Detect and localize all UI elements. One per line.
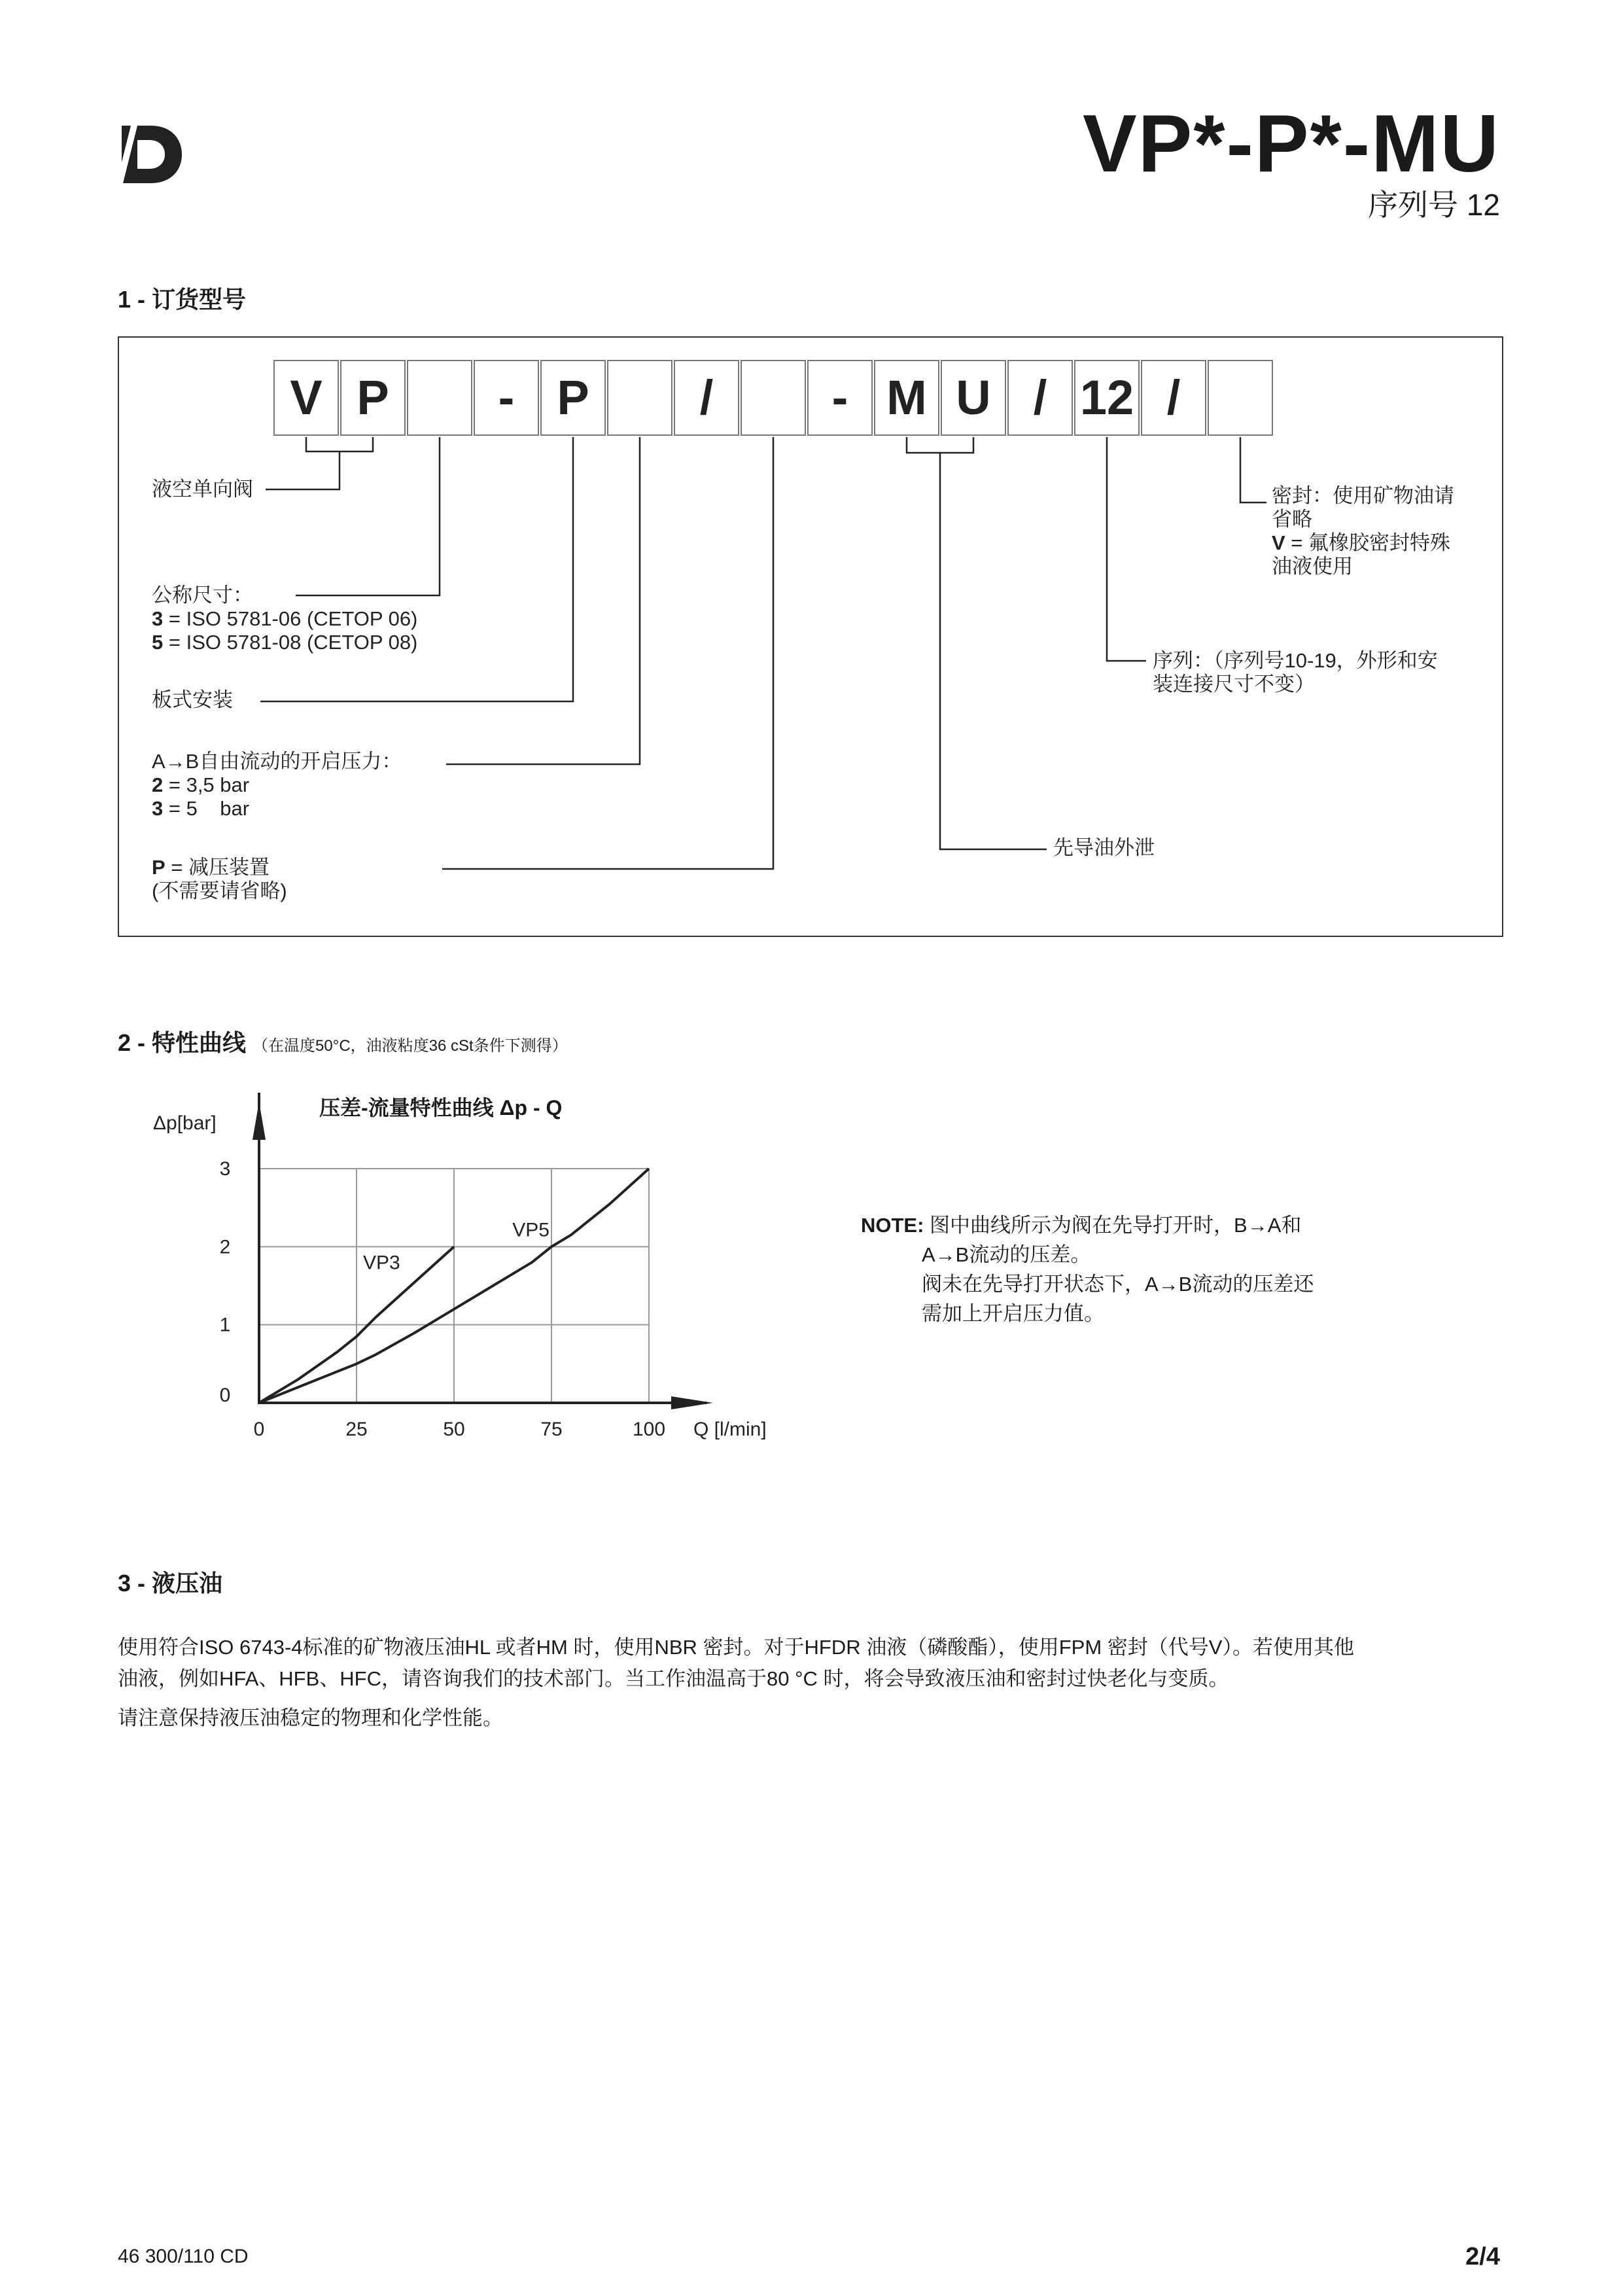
chart-note (861, 1210, 1450, 1328)
size-option-5 (152, 631, 417, 654)
label-seals (1272, 484, 1454, 578)
size-3-key: 3 (152, 607, 164, 630)
x-axis-label: Q [l/min] (693, 1419, 767, 1440)
code-cell: P (340, 360, 406, 436)
x-tick-label: 100 (632, 1419, 666, 1440)
code-cell: / (1141, 360, 1206, 436)
code-cell: P (540, 360, 606, 436)
size-title: 公称尺寸： (152, 584, 253, 607)
crack-option-3 (152, 797, 402, 821)
crack-3-key: 3 (152, 797, 164, 820)
note-key: NOTE: (861, 1214, 924, 1237)
size-option-3 (152, 607, 417, 631)
characteristic-chart (118, 1093, 811, 1459)
code-cell: - (807, 360, 873, 436)
x-tick-label: 25 (345, 1419, 368, 1440)
reducer-value: = 减压装置 (165, 856, 270, 879)
label-series (1153, 649, 1438, 696)
crack-2-value: = 3,5 bar (163, 773, 250, 796)
section-number: 1 - (118, 286, 152, 313)
seal-line-4: 油液使用 (1272, 555, 1353, 578)
reducer-key: P (152, 856, 166, 879)
crack-2-key: 2 (152, 773, 164, 796)
document-number: 46 300/110 CD (118, 2246, 249, 2267)
seal-v-value: = 氟橡胶密封特殊 (1285, 531, 1451, 554)
section-title: 液压油 (152, 1570, 223, 1597)
y-tick-label: 0 (219, 1385, 231, 1406)
seal-line-2: 省略 (1272, 508, 1312, 531)
section-number: 2 - (118, 1029, 152, 1056)
section-3-heading (118, 1572, 222, 1595)
chart-grid (259, 1169, 649, 1403)
code-cell: V (273, 360, 339, 436)
code-cell: M (874, 360, 939, 436)
paragraph-line: 使用符合ISO 6743-4标准的矿物液压油HL 或者HM 时，使用NBR 密封。对于HFDR 油液（磷酸酯），使用FPM 密封（代号V）。若使用其他 (118, 1636, 1354, 1659)
crack-option-2 (152, 773, 402, 797)
fluid-paragraph-1 (118, 1632, 1505, 1695)
section-number: 3 - (118, 1570, 152, 1597)
x-tick-label: 75 (540, 1419, 563, 1440)
reducer-option (152, 856, 287, 879)
note-line-2: A→B流动的压差。 (922, 1243, 1091, 1266)
page-number: 2/4 (1465, 2243, 1500, 2270)
label-cracking-pressure (152, 750, 402, 821)
section-2-heading (118, 1031, 568, 1055)
x-tick-label: 50 (443, 1419, 465, 1440)
series-label-vp5: VP5 (512, 1219, 550, 1241)
y-tick-label: 2 (219, 1236, 231, 1258)
section-title: 订货型号 (152, 286, 247, 313)
size-3-value: = ISO 5781-06 (CETOP 06) (163, 607, 418, 630)
x-axis-arrow (671, 1396, 713, 1409)
label-pilot-drain: 先导油外泄 (1053, 836, 1155, 859)
label-plate-mounting: 板式安装 (152, 688, 233, 711)
seal-option-v (1272, 531, 1454, 555)
label-size (152, 584, 417, 654)
code-cell: 12 (1074, 360, 1140, 436)
note-line-1: 图中曲线所示为阀在先导打开时，B→A和 (924, 1214, 1302, 1237)
seal-v-key: V (1272, 531, 1285, 554)
seal-line-1: 密封：使用矿物油请 (1272, 484, 1454, 507)
chart-title: 压差-流量特性曲线 Δp - Q (319, 1096, 563, 1120)
label-reducer (152, 856, 287, 903)
label-check-valve: 液空单向阀 (152, 478, 253, 501)
chart-tick-labels (220, 1158, 665, 1440)
section-title: 特性曲线 (152, 1029, 247, 1056)
code-cell: - (474, 360, 539, 436)
note-line-4: 需加上开启压力值。 (922, 1302, 1104, 1325)
series-line-1: 序列：（序列号10-19，外形和安 (1153, 649, 1438, 672)
y-axis-label: Δp[bar] (153, 1112, 217, 1134)
y-tick-label: 3 (219, 1158, 231, 1180)
series-label-vp3: VP3 (363, 1252, 400, 1274)
crack-title: A→B自由流动的开启压力： (152, 750, 402, 773)
document-title: VP*-P*-MU (1082, 99, 1500, 189)
paragraph-line: 油液，例如HFA、HFB、HFC，请咨询我们的技术部门。当工作油温高于80 °C 时，将会导致液压油和密封过快老化与变质。 (118, 1667, 1229, 1690)
test-condition: （在温度50°C，油液粘度36 cSt条件下测得） (253, 1037, 568, 1055)
crack-3-value: = 5 bar (163, 797, 250, 820)
document-subtitle: 序列号 12 (1368, 188, 1500, 222)
fluid-paragraph-2: 请注意保持液压油稳定的物理和化学性能。 (118, 1706, 503, 1729)
reducer-note: (不需要请省略) (152, 879, 287, 902)
code-cell: U (941, 360, 1006, 436)
code-cell: / (674, 360, 739, 436)
size-5-value: = ISO 5781-08 (CETOP 08) (163, 631, 418, 654)
note-line-3: 阀未在先导打开状态下，A→B流动的压差还 (922, 1273, 1314, 1296)
size-5-key: 5 (152, 631, 164, 654)
y-axis-arrow (253, 1102, 266, 1140)
y-tick-label: 1 (219, 1314, 231, 1336)
code-cell: / (1007, 360, 1073, 436)
series-line-2: 装连接尺寸不变） (1153, 673, 1315, 696)
x-tick-label: 0 (253, 1419, 265, 1440)
